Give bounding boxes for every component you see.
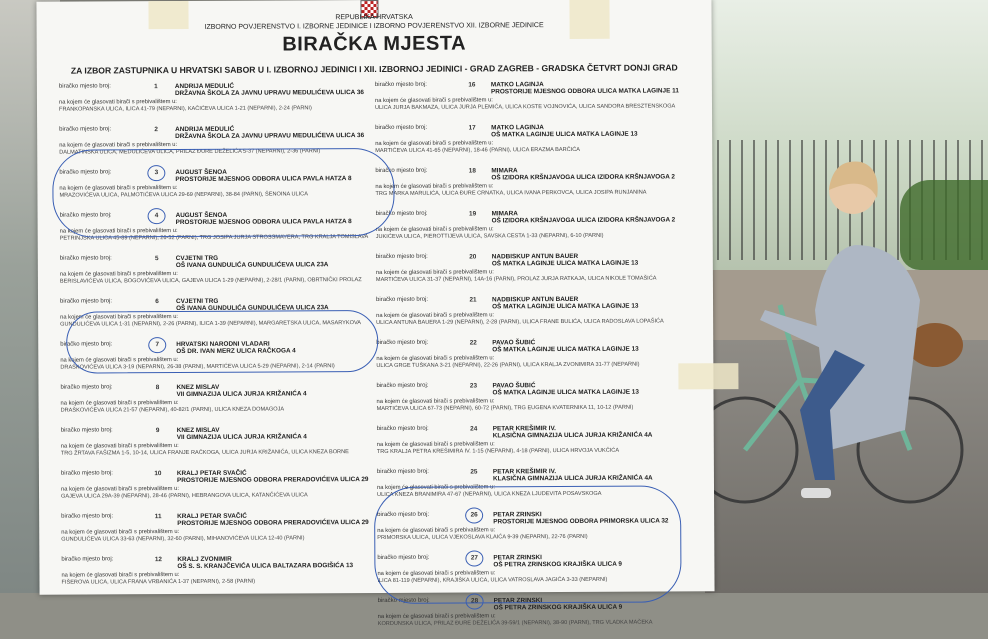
station-address: DRŽAVNA ŠKOLA ZA JAVNU UPRAVU MEDULIĆEVA ULICA 36 — [174, 89, 364, 98]
polling-station-entry — [57, 78, 377, 123]
voters-label: na kojem će glasovati birači s prebivalištem u: — [375, 140, 494, 147]
station-address: OŠ IZIDORA KRŠNJAVOGA ULICA IZIDORA KRŠNJAVOGA 2 — [491, 173, 675, 182]
station-number: 20 — [469, 253, 477, 261]
station-number: 8 — [155, 384, 160, 392]
station-streets: TRG KRALJA PETRA KREŠIMIRA IV. 1-15 (NEPARNI), 4-18 (PARNI), ULICA HRVOJA VUKČIĆA — [376, 447, 620, 455]
station-streets: ULICA KNEZA BRANIMIRA 47-67 (NEPARNI), ULICA KNEZA LJUDEVITA POSAVSKOGA — [377, 490, 602, 498]
polling-station-entry — [59, 508, 379, 553]
station-label: biračko mjesto broj: — [61, 556, 114, 563]
station-address: KLASIČNA GIMNAZIJA ULICA JURJA KRIŽANIĆA 4A — [492, 474, 653, 483]
station-number: 17 — [468, 124, 476, 132]
station-number: 6 — [155, 298, 159, 306]
station-label: biračko mjesto broj: — [376, 296, 429, 303]
station-streets: ILICA 81-119 (NEPARNI), KRAJIŠKA ULICA, ULICA VATROSLAVA JAGIĆA 3-33 (NEPARNI) — [377, 576, 608, 584]
station-label: biračko mjesto broj: — [377, 511, 430, 518]
station-place: KRALJ PETAR SVAČIĆ — [176, 469, 247, 478]
station-streets: DRAŠKOVIĆEVA ULICA 21-57 (NEPARNI), 40-82/1 (PARNI), ULICA KNEZA DOMAGOJA — [60, 406, 285, 414]
station-label: biračko mjesto broj: — [376, 382, 429, 389]
station-place: ANDRIJA MEDULIĆ — [175, 125, 235, 134]
polling-station-entry — [374, 334, 694, 379]
station-address: OŠ DR. IVAN MERZ ULICA RAČKOGA 4 — [176, 347, 296, 356]
highlight-stations-26-28 — [374, 485, 682, 604]
station-label: biračko mjesto broj: — [377, 554, 430, 561]
station-streets: TRG MARKA MARULIĆA, ULICA ĐURE CRNATKA, ULICA IVANA PERKOVCA, ULICA JOSIPA RUNJANINA — [375, 189, 647, 197]
station-streets: GAJEVA ULICA 29A-39 (NEPARNI), 28-46 (PARNI), HEBRANGOVA ULICA, KATANČIĆEVA ULICA — [61, 492, 308, 500]
voters-label: na kojem će glasovati birači s prebivalištem u: — [376, 441, 495, 448]
voters-label: na kojem će glasovati birači s prebivalištem u: — [377, 570, 496, 577]
station-label: biračko mjesto broj: — [377, 597, 430, 604]
station-place: MATKO LAGINJA — [490, 81, 544, 89]
station-place: PETAR ZRINSKI — [493, 597, 543, 605]
polling-station-entry — [58, 379, 378, 424]
station-streets: GUNDULIĆEVA ULICA 1-31 (NEPARNI), 2-26 (PARNI), ILICA 1-39 (NEPARNI), MARGARETSKA ULICA, MASARYKOVA — [60, 320, 362, 328]
polling-station-entry — [58, 250, 378, 295]
station-place: PAVAO ŠUBIĆ — [492, 339, 536, 347]
station-place: MATKO LAGINJA — [491, 124, 544, 132]
highlight-stations-3-4 — [52, 148, 394, 238]
voters-label: na kojem će glasovati birači s prebivalištem u: — [377, 613, 496, 620]
station-streets: MARTIĆEVA ULICA 31-37 (NEPARNI), 14A-16 (PARNI), PROLAZ JURJA RATKAJA, ULICA NIKOLE TOMAŠIĆA — [375, 275, 657, 283]
station-address: OŠ IZIDORA KRŠNJAVOGA ULICA IZIDORA KRŠNJAVOGA 2 — [491, 216, 676, 225]
station-streets: PETRINJSKA ULICA 45-89 (NEPARNI), 26-52 (PARNI), TRG JOSIPA JURJA STROSSMAYERA, TRG KRALJA TOMISLAVA — [59, 234, 369, 242]
station-number: 16 — [468, 81, 476, 89]
station-streets: MRAZOVIĆEVA ULICA, PALMOTIĆEVA ULICA 29-69 (NEPARNI), 38-84 (PARNI), ŠENOINA ULICA — [59, 191, 308, 199]
station-label: biračko mjesto broj: — [60, 298, 113, 305]
station-streets: FRANKOPANSKA ULICA, ILICA 41-79 (NEPARNI), KAČIĆEVA ULICA 1-21 (NEPARNI), 2-24 (PARNI) — [59, 105, 312, 113]
station-address: OŠ S. S. KRANJČEVIĆA ULICA BALTAZARA BOGIŠIĆA 13 — [177, 562, 354, 571]
station-label: biračko mjesto broj: — [59, 169, 112, 176]
station-address: OŠ IVANA GUNDULIĆA GUNDULIĆEVA ULICA 23A — [175, 261, 329, 270]
polling-station-entry — [374, 377, 694, 422]
station-place: ANDRIJA MEDULIĆ — [174, 82, 234, 91]
station-address: OŠ MATKA LAGINJE ULICA MATKA LAGINJE 13 — [492, 345, 639, 354]
polling-station-entry — [373, 162, 693, 207]
station-address: PROSTORIJE MJESNOG ODBORA ULICA PAVLA HATZA 8 — [175, 218, 352, 227]
shoe — [801, 488, 831, 498]
station-label: biračko mjesto broj: — [58, 83, 111, 90]
voters-label: na kojem će glasovati birači s prebivalištem u: — [59, 185, 178, 192]
station-address: PROSTORIJE MJESNOG ODBORA PRIMORSKA ULICA 32 — [493, 517, 669, 526]
station-number: 19 — [468, 210, 477, 218]
station-number: 24 — [470, 425, 478, 433]
voters-label: na kojem će glasovati birači s prebivalištem u: — [59, 228, 178, 235]
voters-label: na kojem će glasovati birači s prebivalištem u: — [377, 527, 496, 534]
polling-station-entry — [59, 422, 379, 467]
voters-label: na kojem će glasovati birači s prebivalištem u: — [376, 312, 495, 319]
station-address: OŠ MATKA LAGINJE ULICA MATKA LAGINJE 13 — [491, 130, 638, 139]
station-number: 11 — [154, 513, 162, 521]
station-place: CVJETNI TRG — [176, 297, 219, 306]
station-place: CVJETNI TRG — [175, 254, 219, 263]
station-label: biračko mjesto broj: — [60, 384, 113, 391]
station-streets: MARTIĆEVA ULICA 67-73 (NEPARNI), 60-72 (PARNI), TRG EUGENA KVATERNIKA 11, 10-12 (PARNI) — [376, 404, 634, 412]
station-address: PROSTORIJE MJESNOG ODBORA PRERADOVIĆEVA ULICA 29 — [177, 519, 369, 528]
station-place: MIMARA — [491, 167, 518, 175]
station-label: biračko mjesto broj: — [60, 470, 113, 477]
station-place: PETAR ZRINSKI — [493, 554, 542, 562]
station-number: 22 — [469, 339, 477, 347]
polling-station-entry — [59, 551, 379, 596]
station-address: OŠ MATKA LAGINJE ULICA MATKA LAGINJE 13 — [492, 388, 639, 397]
polling-station-entry — [374, 248, 694, 293]
station-address: VII GIMNAZIJA ULICA JURJA KRIŽANIĆA 4 — [176, 390, 307, 399]
station-number: 12 — [154, 556, 162, 564]
voters-label: na kojem će glasovati birači s prebivalištem u: — [61, 572, 180, 579]
station-place: HRVATSKI NARODNI VLADARI — [176, 340, 270, 349]
voters-label: na kojem će glasovati birači s prebivalištem u: — [376, 484, 495, 491]
station-number: 21 — [469, 296, 477, 304]
voters-label: na kojem će glasovati birači s prebivalištem u: — [59, 271, 178, 278]
station-place: KNEZ MISLAV — [176, 426, 220, 435]
station-label: biračko mjesto broj: — [376, 425, 429, 432]
station-place: PETAR KREŠIMIR IV. — [492, 425, 556, 433]
station-streets: ULICA GRGE TUŠKANA 3-21 (NEPARNI), 22-26 (PARNI), ULICA KRALJA ZVONIMIRA 31-77 (NEPARNI) — [376, 361, 640, 369]
station-place: NADBISKUP ANTUN BAUER — [491, 252, 579, 261]
station-streets: KORDUNSKA ULICA, PRILAZ ĐURE DEŽELIĆA 39-59/1 (NEPARNI), 38-90 (PARNI), TRG VLADKA MAČEKA — [377, 619, 653, 627]
station-label: biračko mjesto broj: — [61, 513, 114, 520]
poster-subtitle: ZA IZBOR ZASTUPNIKA U HRVATSKI SABOR U I. IZBORNOJ JEDINICI I XII. IZBORNOJ JEDINICI - GRAD ZAGREB - GRADSKA ČETVRT DONJI GRAD — [70, 62, 678, 76]
station-label: biračko mjesto broj: — [375, 210, 428, 217]
station-label: biračko mjesto broj: — [59, 212, 112, 219]
station-place: KRALJ ZVONIMIR — [177, 555, 232, 564]
station-label: biračko mjesto broj: — [59, 126, 112, 133]
voters-label: na kojem će glasovati birači s prebivalištem u: — [375, 226, 494, 233]
station-address: PROSTORIJE MJESNOG ODBORA ULICA MATKA LAGINJE 11 — [490, 87, 679, 96]
station-address: OŠ MATKA LAGINJE ULICA MATKA LAGINJE 13 — [491, 259, 639, 268]
station-label: biračko mjesto broj: — [374, 81, 427, 89]
station-address: OŠ IVANA GUNDULIĆA GUNDULIĆEVA ULICA 23A — [176, 304, 329, 313]
station-streets: MARTIĆEVA ULICA 41-65 (NEPARNI), 18-46 (PARNI), ULICA ERAZMA BARČIĆA — [375, 146, 581, 154]
voters-label: na kojem će glasovati birači s prebivalištem u: — [60, 400, 179, 407]
station-streets: ULICA ANTUNA BAUERA 1-29 (NEPARNI), 2-28 (PARNI), ULICA FRANE BULIĆA, ULICA RADOSLAVA LOPAŠIĆA — [376, 318, 664, 326]
voters-label: na kojem će glasovati birači s prebivalištem u: — [60, 357, 179, 364]
station-number: 5 — [154, 255, 159, 263]
polling-station-entry — [373, 119, 693, 164]
station-number: 4 — [154, 212, 159, 220]
polling-station-poster — [36, 0, 714, 627]
poster-title: BIRAČKA MJESTA — [282, 32, 467, 56]
voters-label: na kojem će glasovati birači s prebivalištem u: — [375, 183, 494, 190]
station-label: biračko mjesto broj: — [375, 253, 428, 260]
station-streets: ULICA JURJA BAKMAZA, ULICA JURJA PLEMIĆA, ULICA KOSTE VOJNOVIĆA, ULICA SANDORA BRESZTENSKOGA — [374, 103, 676, 111]
station-streets: GUNDULIĆEVA ULICA 33-63 (NEPARNI), 32-60 (PARNI), MIHANOVIĆEVA ULICA 12-40 (PARNI) — [61, 535, 305, 543]
highlight-station-7 — [66, 310, 378, 374]
voters-label: na kojem će glasovati birači s prebivalištem u: — [376, 355, 495, 362]
station-streets: FIŠEROVA ULICA, ULICA FRANA VRBANIĆA 1-37 (NEPARNI), 2-58 (PARNI) — [61, 578, 256, 586]
station-label: biračko mjesto broj: — [376, 339, 429, 346]
station-number: 7 — [155, 341, 160, 349]
station-address: DRŽAVNA ŠKOLA ZA JAVNU UPRAVU MEDULIĆEVA ULICA 36 — [175, 132, 365, 141]
station-number: 27 — [470, 554, 478, 562]
polling-station-entry — [373, 76, 693, 121]
station-number: 26 — [470, 511, 478, 519]
station-address: OŠ MATKA LAGINJE ULICA MATKA LAGINJE 13 — [492, 302, 639, 311]
station-streets: JUKIĆEVA ULICA, PIEROTTIJEVA ULICA, SAVSKA CESTA 1-33 (NEPARNI), 6-10 (PARNI) — [375, 232, 604, 240]
station-place: PAVAO ŠUBIĆ — [492, 382, 536, 390]
station-number: 23 — [469, 382, 478, 390]
voters-label: na kojem će glasovati birači s prebivalištem u: — [60, 314, 179, 321]
station-place: KRALJ PETAR SVAČIĆ — [177, 512, 247, 521]
station-place: NADBISKUP ANTUN BAUER — [492, 295, 579, 304]
station-label: biračko mjesto broj: — [375, 124, 428, 131]
station-address: OŠ PETRA ZRINSKOG KRAJIŠKA ULICA 9 — [493, 560, 622, 569]
station-place: KNEZ MISLAV — [176, 383, 220, 392]
committee-label: IZBORNO POVJERENSTVO I. IZBORNE JEDINICE I IZBORNO POVJERENSTVO XII. IZBORNE JEDINICE — [204, 22, 544, 31]
station-streets: DALMATINSKA ULICA, MEDULIĆEVA ULICA, PRILAZ ĐURE DEŽELIĆA 5-37 (NEPARNI), 2-36 (PARNI) — [59, 148, 321, 156]
station-number: 9 — [155, 427, 160, 435]
station-place: PETAR KREŠIMIR IV. — [492, 468, 557, 476]
station-address: PROSTORIJE MJESNOG ODBORA ULICA PAVLA HATZA 8 — [175, 175, 352, 184]
station-address: KLASIČNA GIMNAZIJA ULICA JURJA KRIŽANIĆA 4A — [492, 431, 653, 440]
polling-station-entry — [374, 291, 694, 336]
station-label: biračko mjesto broj: — [60, 341, 113, 348]
polling-station-entry — [59, 465, 379, 510]
station-address: VII GIMNAZIJA ULICA JURJA KRIŽANIĆA 4 — [176, 433, 307, 442]
station-number: 18 — [468, 167, 476, 175]
station-number: 2 — [154, 126, 158, 134]
station-number: 3 — [154, 169, 159, 177]
station-label: biračko mjesto broj: — [60, 427, 113, 434]
republic-label: REPUBLIKA HRVATSKA — [335, 13, 413, 22]
station-address: OŠ PETRA ZRINSKOG KRAJIŠKA ULICA 9 — [493, 603, 623, 612]
station-place: AUGUST ŠENOA — [175, 168, 227, 177]
station-place: MIMARA — [491, 210, 518, 218]
polling-station-entry — [375, 420, 695, 465]
cyclist — [705, 150, 988, 530]
voters-label: na kojem će glasovati birači s prebivalištem u: — [60, 486, 179, 493]
polling-station-entry — [374, 205, 694, 250]
voters-label: na kojem će glasovati birači s prebivalištem u: — [59, 142, 178, 149]
station-address: PROSTORIJE MJESNOG ODBORA PRERADOVIĆEVA ULICA 29 — [176, 476, 369, 485]
station-label: biračko mjesto broj: — [376, 468, 429, 475]
voters-label: na kojem će glasovati birači s prebivalištem u: — [60, 443, 179, 450]
voters-label: na kojem će glasovati birači s prebivalištem u: — [61, 529, 180, 536]
station-streets: TRG ŽRTAVA FAŠIZMA 1-5, 10-14, ULICA FRANJE RAČKOGA, ULICA JURJA KRIŽANIĆA, ULICA KNEZA BORNE — [60, 449, 349, 457]
station-place: PETAR ZRINSKI — [493, 511, 542, 519]
voters-label: na kojem će glasovati birači s prebivalištem u: — [374, 97, 493, 105]
station-streets: PRIMORSKA ULICA, ULICA VJEKOSLAVA KLAIĆA 9-39 (NEPARNI), 22-76 (PARNI) — [377, 533, 588, 541]
voters-label: na kojem će glasovati birači s prebivalištem u: — [58, 99, 177, 106]
station-place: AUGUST ŠENOA — [175, 211, 228, 220]
station-number: 25 — [470, 468, 478, 476]
station-label: biračko mjesto broj: — [375, 167, 428, 174]
station-streets: BERISLAVIĆEVA ULICA, BOGOVIĆEVA ULICA, GAJEVA ULICA 1-29 (NEPARNI), 2-28/1 (PARNI), OBRTNIČKI PROLAZ — [59, 277, 362, 285]
voters-label: na kojem će glasovati birači s prebivalištem u: — [375, 269, 494, 276]
voters-label: na kojem će glasovati birači s prebivalištem u: — [376, 398, 495, 405]
station-number: 1 — [154, 83, 158, 91]
station-label: biračko mjesto broj: — [59, 255, 112, 262]
station-number: 28 — [471, 597, 479, 605]
coat — [815, 245, 920, 450]
station-number: 10 — [154, 470, 162, 478]
station-streets: DRAŠKOVIĆEVA ULICA 3-19 (NEPARNI), 26-38 (PARNI), MARTIĆEVA ULICA 5-29 (NEPARNI), 2-14 (PARNI) — [60, 363, 335, 371]
